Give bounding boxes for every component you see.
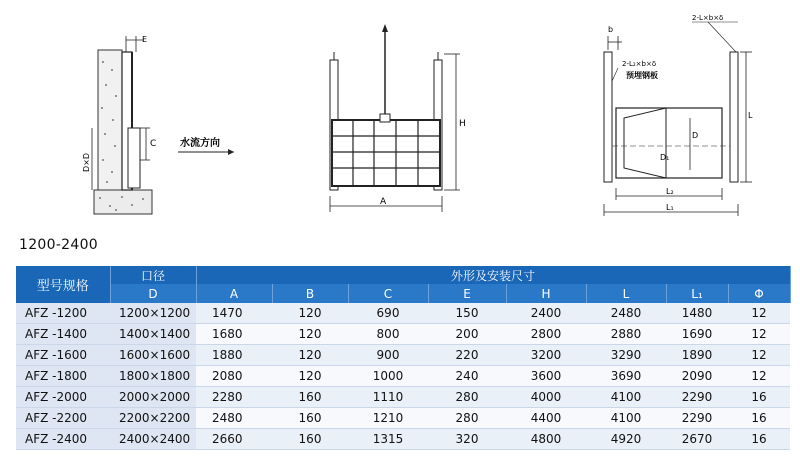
cell-model: AFZ -2400: [16, 429, 110, 450]
cell-b: 120: [272, 345, 348, 366]
side-section-drawing: [82, 0, 178, 222]
dim-l-label: L: [748, 111, 753, 120]
cell-h: 4400: [506, 408, 586, 429]
cell-a: 1880: [196, 345, 272, 366]
cell-l1: 1690: [666, 324, 728, 345]
header-e: E: [428, 284, 506, 303]
cell-phi: 16: [728, 429, 790, 450]
table-row: [16, 303, 790, 324]
cell-c: 1110: [348, 387, 428, 408]
header-dimensions-group: 外形及安装尺寸: [196, 266, 790, 284]
dim-l1-label: L₁: [666, 203, 674, 212]
cell-c: 1315: [348, 429, 428, 450]
cell-d: 1200×1200: [110, 303, 196, 324]
cell-model: AFZ -1600: [16, 345, 110, 366]
flow-direction-annotation: [172, 0, 252, 222]
cell-phi: 12: [728, 303, 790, 324]
cell-d: 2400×2400: [110, 429, 196, 450]
technical-drawings: [0, 0, 800, 225]
table-row: [16, 345, 790, 366]
cell-c: 800: [348, 324, 428, 345]
cell-model: AFZ -2200: [16, 408, 110, 429]
cell-l1: 1480: [666, 303, 728, 324]
cell-model: AFZ -1800: [16, 366, 110, 387]
size-range-title: 1200-2400: [19, 237, 99, 253]
cell-model: AFZ -1400: [16, 324, 110, 345]
cell-c: 1210: [348, 408, 428, 429]
header-l: L: [586, 284, 666, 303]
table-row: [16, 408, 790, 429]
header-d: D: [110, 284, 196, 303]
angle-steel-top-label: 2-L×b×δ: [692, 14, 724, 22]
cell-l: 3690: [586, 366, 666, 387]
header-l1: L₁: [666, 284, 728, 303]
cell-phi: 12: [728, 324, 790, 345]
cell-a: 2660: [196, 429, 272, 450]
cell-l: 4100: [586, 408, 666, 429]
cell-c: 1000: [348, 366, 428, 387]
cell-model: AFZ -1200: [16, 303, 110, 324]
cell-l1: 1890: [666, 345, 728, 366]
cell-l: 4920: [586, 429, 666, 450]
cell-l: 4100: [586, 387, 666, 408]
dim-c-label: C: [150, 139, 157, 149]
table-row: [16, 387, 790, 408]
cell-e: 240: [428, 366, 506, 387]
cell-h: 2400: [506, 303, 586, 324]
cell-phi: 16: [728, 387, 790, 408]
cell-e: 200: [428, 324, 506, 345]
table-row: [16, 366, 790, 387]
plan-view-drawing: [588, 0, 758, 222]
cell-l1: 2290: [666, 387, 728, 408]
header-b: B: [272, 284, 348, 303]
cell-h: 2800: [506, 324, 586, 345]
cell-a: 2280: [196, 387, 272, 408]
dim-e-label: E: [142, 35, 148, 44]
cell-h: 4000: [506, 387, 586, 408]
cell-phi: 16: [728, 408, 790, 429]
header-model: 型号规格: [16, 266, 110, 303]
cell-d: 2000×2000: [110, 387, 196, 408]
cell-a: 1680: [196, 324, 272, 345]
cell-d: 1600×1600: [110, 345, 196, 366]
cell-l1: 2090: [666, 366, 728, 387]
front-view-drawing: [322, 0, 472, 222]
header-a: A: [196, 284, 272, 303]
specification-table: [16, 266, 791, 450]
cell-d: 1800×1800: [110, 366, 196, 387]
cell-c: 900: [348, 345, 428, 366]
cell-phi: 12: [728, 345, 790, 366]
cell-d: 2200×2200: [110, 408, 196, 429]
cell-a: 2480: [196, 408, 272, 429]
header-bore-group: 口径: [110, 266, 196, 284]
cell-a: 1470: [196, 303, 272, 324]
dim-d-label: D: [692, 131, 699, 140]
cell-l1: 2290: [666, 408, 728, 429]
cell-b: 160: [272, 429, 348, 450]
cell-l: 3290: [586, 345, 666, 366]
cell-l1: 2670: [666, 429, 728, 450]
angle-steel-inner-label: 2-L₂×b×δ: [622, 60, 657, 68]
cell-b: 120: [272, 324, 348, 345]
cell-b: 160: [272, 387, 348, 408]
dim-dxd-label: D×D: [82, 152, 91, 172]
cell-h: 3200: [506, 345, 586, 366]
table-row: [16, 324, 790, 345]
embedded-plate-label: 预埋钢板: [626, 71, 658, 80]
cell-e: 220: [428, 345, 506, 366]
cell-e: 280: [428, 408, 506, 429]
dim-l2-label: L₂: [666, 187, 674, 196]
cell-b: 160: [272, 408, 348, 429]
cell-h: 3600: [506, 366, 586, 387]
cell-model: AFZ -2000: [16, 387, 110, 408]
dim-b-label: b: [608, 25, 614, 34]
cell-l: 2880: [586, 324, 666, 345]
cell-e: 320: [428, 429, 506, 450]
cell-b: 120: [272, 366, 348, 387]
cell-b: 120: [272, 303, 348, 324]
header-h: H: [506, 284, 586, 303]
cell-a: 2080: [196, 366, 272, 387]
cell-l: 2480: [586, 303, 666, 324]
header-c: C: [348, 284, 428, 303]
header-phi: Φ: [728, 284, 790, 303]
dim-h-label: H: [459, 119, 466, 129]
dim-a-label: A: [380, 197, 387, 207]
cell-e: 280: [428, 387, 506, 408]
cell-phi: 12: [728, 366, 790, 387]
cell-d: 1400×1400: [110, 324, 196, 345]
cell-h: 4800: [506, 429, 586, 450]
cell-e: 150: [428, 303, 506, 324]
flow-direction-label: 水流方向: [180, 138, 220, 149]
dim-d1-label: D₁: [660, 153, 670, 162]
table-row: [16, 429, 790, 450]
cell-c: 690: [348, 303, 428, 324]
